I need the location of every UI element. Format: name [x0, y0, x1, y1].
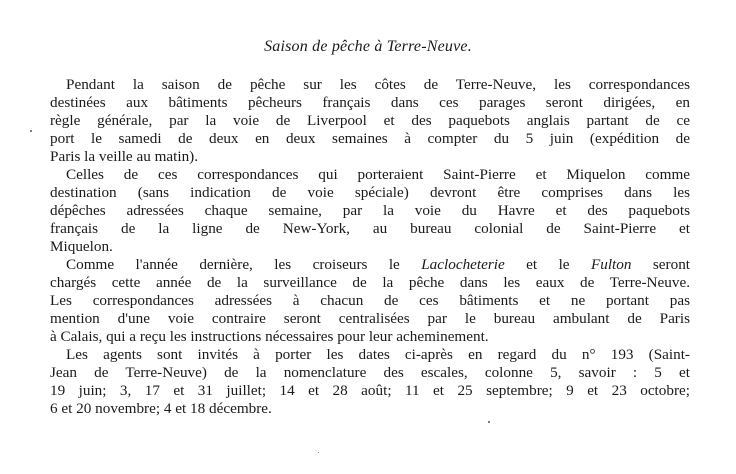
text-line: mention d'une voie contraire seront centralisées par le bureau ambulant de Paris	[50, 310, 690, 327]
paragraph-4	[50, 346, 690, 418]
text-line: Paris la veille au matin).	[50, 148, 199, 165]
text-line: destination (sans indication de voie spéciale) devront être comprises dans les	[50, 184, 690, 201]
text-line: règle générale, par la voie de Liverpool et des paquebots anglais partant de ce	[50, 112, 690, 129]
text-line: Les correspondances adressées à chacun de ces bâtiments et ne portant pas	[50, 292, 690, 309]
text-fragment: seront	[631, 256, 691, 273]
paragraph-2	[50, 166, 690, 256]
text-fragment: Comme l'année dernière, les croiseurs le	[66, 256, 422, 273]
text-line: Miquelon.	[50, 238, 113, 255]
paragraph-3	[50, 256, 690, 346]
text-line: 6 et 20 novembre; 4 et 18 décembre.	[50, 400, 272, 417]
text-fragment: et le	[504, 256, 591, 273]
text-line: dépêches adressées chaque semaine, par la voie du Havre et des paquebots	[50, 202, 690, 219]
text-line: Celles de ces correspondances qui porteraient Saint-Pierre et Miquelon comme	[66, 166, 690, 183]
text-line: port le samedi de deux en deux semaines à compter du 5 juin (expédition de	[50, 130, 690, 147]
text-line: Jean de Terre-Neuve) de la nomenclature des escales, colonne 5, savoir : 5 et	[50, 364, 690, 381]
text-line: chargés cette année de la surveillance de la pêche dans les eaux de Terre-Neuve.	[50, 274, 690, 291]
document-body	[50, 76, 690, 418]
text-line: 19 juin; 3, 17 et 31 juillet; 14 et 28 août; 11 et 25 septembre; 9 et 23 octobre;	[50, 382, 690, 399]
scan-speck	[318, 452, 319, 453]
scan-speck	[488, 421, 490, 423]
paragraph-1	[50, 76, 690, 166]
text-line: Pendant la saison de pêche sur les côtes de Terre-Neuve, les correspondances	[66, 76, 690, 93]
text-line: à Calais, qui a reçu les instructions nécessaires pour leur acheminement.	[50, 328, 489, 345]
text-line: Les agents sont invités à porter les dates ci-après en regard du n° 193 (Saint-	[66, 346, 690, 363]
scan-speck	[30, 130, 32, 132]
text-line: destinées aux bâtiments pêcheurs français dans ces parages seront dirigées, en	[50, 94, 690, 111]
ship-name: Fulton	[590, 256, 632, 273]
page-title: Saison de pêche à Terre-Neuve.	[264, 38, 472, 55]
text-line: français de la ligne de New-York, au bureau colonial de Saint-Pierre et	[50, 220, 690, 237]
ship-name: Laclocheterie	[421, 256, 505, 273]
text-line-with-ship-names	[50, 256, 690, 274]
